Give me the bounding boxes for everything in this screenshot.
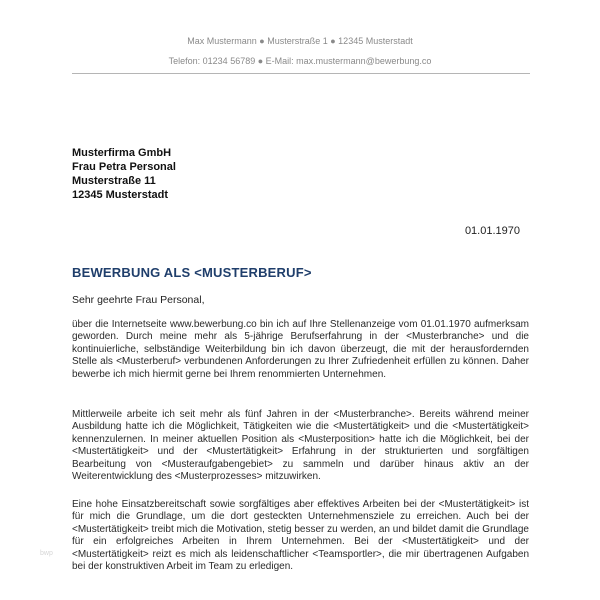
letter-date: 01.01.1970 — [464, 225, 520, 237]
watermark: bwp — [40, 550, 53, 557]
header-divider — [72, 73, 530, 74]
body-paragraph-1: über die Internetseite www.bewerbung.co bin ich auf Ihre Stellenanzeige vom 01.01.1970 aufmerksam geworden. Durch meine mehr als 5-jährige Berufserfahrung in der <Musterbranche> und die kontinuierliche, selbständige Weiterbildung bin ich davon überzeugt, die mit der herausfordernden Stelle als <Musterberuf> verbundenen Anforderungen zu Ihrer Zufriedenheit erfüllen zu können. Daher bewerbe ich mich hiermit gerne bei Ihrem renommierten Unternehmen. — [72, 319, 529, 380]
recipient-person: Frau Petra Personal — [72, 161, 176, 173]
recipient-city: 12345 Musterstadt — [72, 189, 168, 201]
sender-contact: Telefon: 01234 56789 ● E-Mail: max.mustermann@bewerbung.co — [168, 56, 432, 66]
recipient-company: Musterfirma GmbH — [72, 147, 172, 159]
letter-subject: BEWERBUNG ALS <MUSTERBERUF> — [72, 265, 312, 280]
salutation: Sehr geehrte Frau Personal, — [72, 294, 205, 306]
sender-address: Max Mustermann ● Musterstraße 1 ● 12345 Musterstadt — [187, 36, 413, 46]
recipient-address — [72, 146, 176, 202]
body-paragraph-2: Mittlerweile arbeite ich seit mehr als fünf Jahren in der <Musterbranche>. Bereits während meiner Ausbildung hatte ich die Möglichkeit, Tätigkeiten wie die <Mustertätigkeit> und die <Mustertätigkeit> kennenzulernen. In meiner aktuellen Position als <Musterposition> hatte ich die Möglichkeit, bei der <Mustertätigkeit> und der <Mustertätigkeit> Erfahrung in der strukturierten und sorgfältigen Bearbeitung von <Musteraufgabengebiet> zu sammeln und darüber hinaus aktiv an der Weiterentwicklung des <Musterprozesses> mitzuwirken. — [72, 409, 529, 483]
recipient-street: Musterstraße 11 — [72, 175, 156, 187]
body-paragraph-3: Eine hohe Einsatzbereitschaft sowie sorgfältiges aber effektives Arbeiten bei der <Mustertätigkeit> ist für mich die Grundlage, um die dort gesteckten Unternehmensziele zu erreichen. Auch bei der <Mustertätigkeit> treibt mich die Motivation, stetig besser zu werden, an und bildet damit die Grundlage für ein erfolgreiches Arbeiten in Ihrem Unternehmen. Bei der <Mustertätigkeit> und der <Mustertätigkeit> reizt es mich als leidenschaftlicher <Teamsportler>, die mir übertragenen Aufgaben bei der konstruktiven Arbeit im Team zu erledigen. — [72, 499, 529, 573]
